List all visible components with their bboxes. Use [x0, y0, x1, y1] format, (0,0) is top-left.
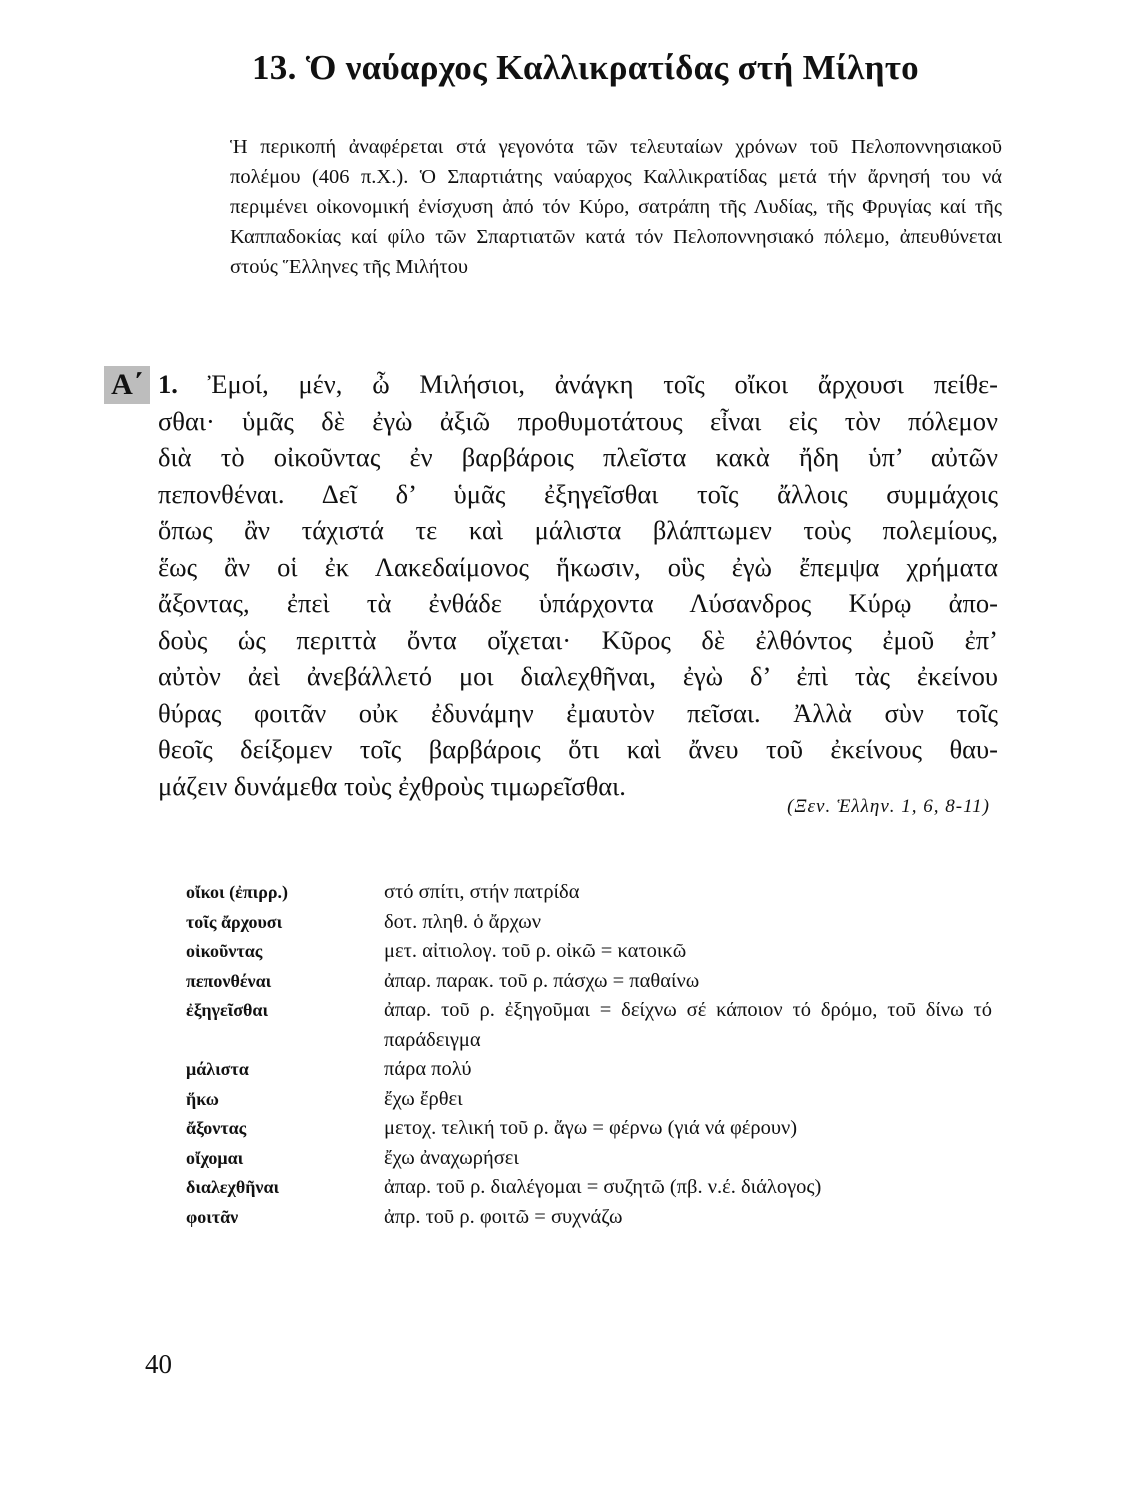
passage-line: ἕως ἂν οἱ ἐκ Λακεδαίμονος ἥκωσιν, οὓς ἐγὼ ἔπεμψα χρήματα: [158, 551, 998, 582]
source-citation: (Ξεν. Ἑλλην. 1, 6, 8-11): [787, 796, 990, 817]
glossary-definition: ἀπρ. τοῦ ρ. φοιτῶ = συχνάζω: [384, 1205, 623, 1228]
glossary-row: [186, 996, 1006, 1055]
glossary-row: [186, 1055, 1006, 1085]
passage-line: δοὺς ὡς περιττὰ ὄντα οἴχεται· Κῦρος δὲ ἐλθόντος ἐμοῦ ἐπ’: [158, 624, 998, 655]
glossary-term: οἴκοι (ἐπιρρ.): [186, 882, 289, 902]
passage-line: σθαι· ὑμᾶς δὲ ἐγὼ ἀξιῶ προθυμοτάτους εἶναι εἰς τὸν πόλεμον: [158, 405, 998, 436]
passage-line: μάζειν δυνάμεθα τοὺς ἐχθροὺς τιμωρεῖσθαι.: [158, 770, 626, 801]
glossary-row: [186, 878, 1006, 908]
chapter-title: 13. Ὁ ναύαρχος Καλλικρατίδας στή Μίλητο: [252, 48, 919, 87]
glossary-row: [186, 1203, 1006, 1233]
glossary-row: [186, 967, 1006, 997]
glossary-row: [186, 908, 1006, 938]
passage-line: αὐτὸν ἀεὶ ἀνεβάλλετό μοι διαλεχθῆναι, ἐγὼ δ’ ἐπὶ τὰς ἐκείνου: [158, 661, 998, 691]
glossary-term: οἰκοῦντας: [186, 941, 263, 961]
glossary-term: μάλιστα: [186, 1059, 249, 1079]
passage-line: διὰ τὸ οἰκοῦντας ἐν βαρβάροις πλεῖστα κακὰ ἤδη ὑπ’ αὐτῶν: [158, 442, 998, 472]
passage-number: 1.: [158, 369, 178, 399]
glossary-term: ἐξηγεῖσθαι: [186, 1000, 269, 1020]
glossary-row: [186, 937, 1006, 967]
passage-line: ὅπως ἂν τάχιστά τε καὶ μάλιστα βλάπτωμεν τοὺς πολεμίους,: [158, 515, 998, 545]
section-label: Α΄: [104, 366, 150, 404]
glossary-definition: μετ. αἰτιολογ. τοῦ ρ. οἰκῶ = κατοικῶ: [384, 940, 687, 962]
glossary-row: [186, 1144, 1006, 1174]
glossary-term: φοιτᾶν: [186, 1206, 239, 1227]
glossary-term: πεπονθέναι: [186, 970, 272, 991]
glossary-term: ἄξοντας: [186, 1118, 247, 1138]
passage-line: 1. Ἐμοί, μέν, ὦ Μιλήσιοι, ἀνάγκη τοῖς οἴκοι ἄρχουσι πείθε-: [158, 369, 998, 399]
glossary-term: οἴχομαι: [186, 1147, 244, 1168]
glossary-definition: ἀπαρ. τοῦ ρ. ἐξηγοῦμαι = δείχνω σέ κάποιον τό δρόμο, τοῦ δίνω τό παράδειγμα: [384, 999, 992, 1051]
glossary: [186, 878, 1006, 1232]
glossary-definition: μετοχ. τελική τοῦ ρ. ἄγω = φέρνω (γιά νά φέρουν): [384, 1117, 798, 1139]
glossary-term: τοῖς ἄρχουσι: [186, 911, 283, 932]
glossary-term: ἥκω: [186, 1088, 219, 1109]
passage-line: θεοῖς δείξομεν τοῖς βαρβάροις ὅτι καὶ ἄνευ τοῦ ἐκείνους θαυ-: [158, 734, 998, 764]
glossary-definition: πάρα πολύ: [384, 1058, 472, 1080]
glossary-row: [186, 1085, 1006, 1115]
passage-line: πεπονθέναι. Δεῖ δ’ ὑμᾶς ἐξηγεῖσθαι τοῖς ἄλλοις συμμάχοις: [158, 478, 998, 509]
passage-line: ἄξοντας, ἐπεὶ τὰ ἐνθάδε ὑπάρχοντα Λύσανδρος Κύρῳ ἀπο-: [158, 588, 998, 618]
glossary-definition: ἀπαρ. παρακ. τοῦ ρ. πάσχω = παθαίνω: [384, 969, 700, 992]
glossary-definition: ἔχω ἀναχωρήσει: [384, 1146, 519, 1169]
greek-passage: [158, 366, 998, 804]
passage-line: θύρας φοιτᾶν οὐκ ἐδυνάμην ἐμαυτὸν πεῖσαι. Ἀλλὰ σὺν τοῖς: [158, 697, 998, 728]
glossary-row: [186, 1173, 1006, 1203]
intro-paragraph: Ἡ περικοπή ἀναφέρεται στά γεγονότα τῶν τελευταίων χρόνων τοῦ Πελοποννησιακοῦ πολέμου (406 π.Χ.). Ὁ Σπαρτιάτης ναύαρχος Καλλικρατίδας μετά τήν ἄρνησή του νά περιμένει οἰκονομική ἐνίσχυση ἀπό τόν Κύρο, σατράπη τῆς Λυδίας, τῆς Φρυγίας καί τῆς Καππαδοκίας καί φίλο τῶν Σπαρτιατῶν κατά τόν Πελοποννησιακό πόλεμο, ἀπευθύνεται στούς Ἕλληνες τῆς Μιλήτου: [230, 136, 1002, 278]
glossary-definition: δοτ. πληθ. ὁ ἄρχων: [384, 910, 542, 933]
page-number: 40: [145, 1349, 172, 1379]
glossary-definition: ἔχω ἔρθει: [384, 1087, 463, 1110]
glossary-definition: στό σπίτι, στήν πατρίδα: [384, 881, 580, 903]
glossary-definition: ἀπαρ. τοῦ ρ. διαλέγομαι = συζητῶ (πβ. ν.έ. διάλογος): [384, 1176, 822, 1198]
glossary-row: [186, 1114, 1006, 1144]
glossary-term: διαλεχθῆναι: [186, 1177, 280, 1197]
